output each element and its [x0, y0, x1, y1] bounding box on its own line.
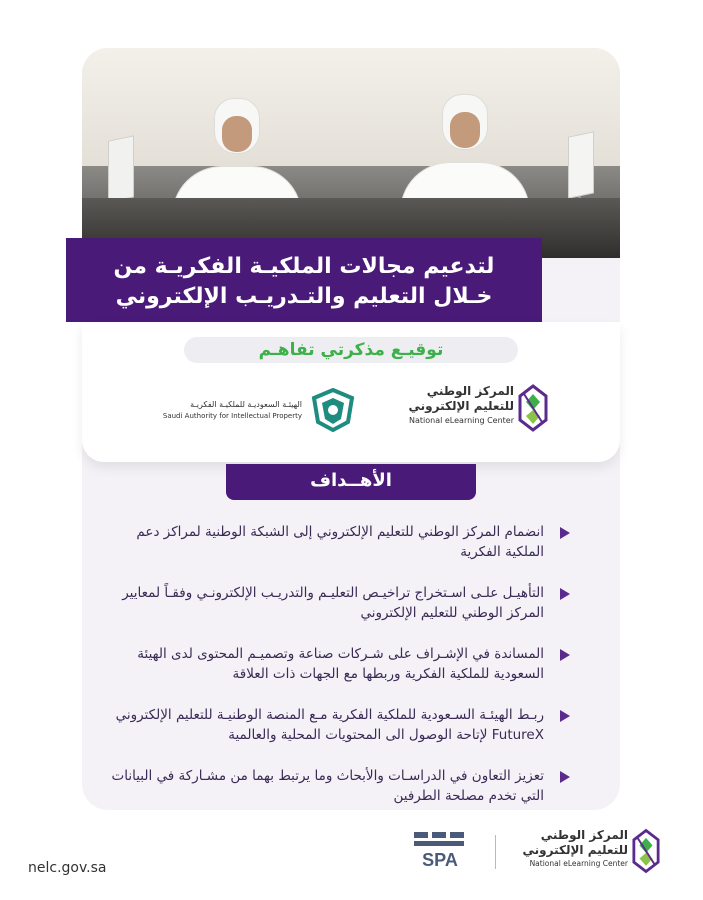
page-title-line1: لتدعيم مجالات الملكيـة الفكريـة من: [113, 254, 495, 279]
nelc-name-ar-line1: المركز الوطني: [426, 384, 514, 398]
page-title: [66, 252, 542, 312]
nelc-name-en: National eLearning Center: [409, 416, 514, 425]
spa-logo: [412, 830, 468, 870]
bullet-arrow-icon: [560, 527, 570, 539]
goal-text: التأهيـل علـى اسـتخراج تراخيـص التعليـم والتدريـب الإلكترونـي وفقـاً لمعايير المركز الوطني للتعليم الإلكتروني: [122, 585, 544, 621]
bullet-arrow-icon: [560, 588, 570, 600]
signatory-right-face: [450, 112, 480, 148]
goal-item: [110, 522, 570, 562]
sip-name-en: Saudi Authority for Intellectual Property: [162, 412, 302, 420]
spa-logo-text: SPA: [422, 850, 458, 870]
goal-item: [110, 644, 570, 684]
spa-logo-icon: [412, 830, 468, 870]
footer-nelc-logo: [520, 826, 660, 876]
footer-nelc-name-ar-line1: المركز الوطني: [540, 828, 628, 842]
goal-text: انضمام المركز الوطني للتعليم الإلكتروني إلى الشبكة الوطنية لمراكز دعم الملكية الفكرية: [136, 524, 544, 560]
goal-item: [110, 705, 570, 745]
bullet-arrow-icon: [560, 649, 570, 661]
goals-title: الأهــداف: [226, 464, 476, 500]
bullet-arrow-icon: [560, 771, 570, 783]
goal-text: المساندة في الإشـراف على شـركات صناعة وتصميـم المحتوى لدى الهيئة السعودية للملكية الفكرية وربطها مع الجهات ذات العلاقة: [137, 646, 544, 682]
goal-item: [110, 766, 570, 806]
sip-logo: [162, 388, 356, 432]
sip-emblem-icon: [310, 388, 356, 432]
footer-nelc-name-ar-line2: للتعليم الإلكتروني: [522, 843, 628, 857]
signatory-left-face: [222, 116, 252, 152]
goal-text: تعزيز التعاون في الدراسـات والأبحاث وما يرتبط بهما من مشـاركة في البيانات التي تخدم مصلحة الطرفين: [111, 768, 544, 804]
bullet-arrow-icon: [560, 710, 570, 722]
nelc-emblem-icon: [632, 828, 660, 874]
sip-name-ar: الهيئـة السعوديـة للملكيـة الفكريـة: [190, 400, 302, 409]
goal-text: ربـط الهيئـة السـعودية للملكية الفكرية مـع المنصة الوطنيـة للتعليم الإلكتروني FutureX لإتاحة الوصول الى المحتويات المحلية والعالمية: [115, 707, 544, 743]
nelc-name-ar: [409, 384, 514, 414]
footer-nelc-name-ar: [523, 828, 628, 858]
page-title-line2: خـلال التعليم والتـدريـب الإلكتروني: [115, 284, 493, 309]
right-flag: [568, 131, 594, 199]
mou-label: توقيـع مذكرتي تفاهـم: [184, 337, 518, 363]
goal-item: [110, 583, 570, 623]
nelc-emblem-icon: [518, 384, 548, 432]
nelc-name-ar-line2: للتعليم الإلكتروني: [408, 399, 514, 413]
left-flag: [108, 135, 134, 203]
goals-list: [110, 522, 570, 827]
nelc-logo: [408, 382, 548, 434]
website-link[interactable]: nelc.gov.sa: [28, 860, 107, 876]
title-banner: [66, 238, 542, 322]
footer-nelc-name-en: National eLearning Center: [529, 859, 628, 868]
photo-wall: [82, 48, 620, 166]
footer-divider: [495, 835, 496, 869]
signing-photo: [82, 48, 620, 258]
